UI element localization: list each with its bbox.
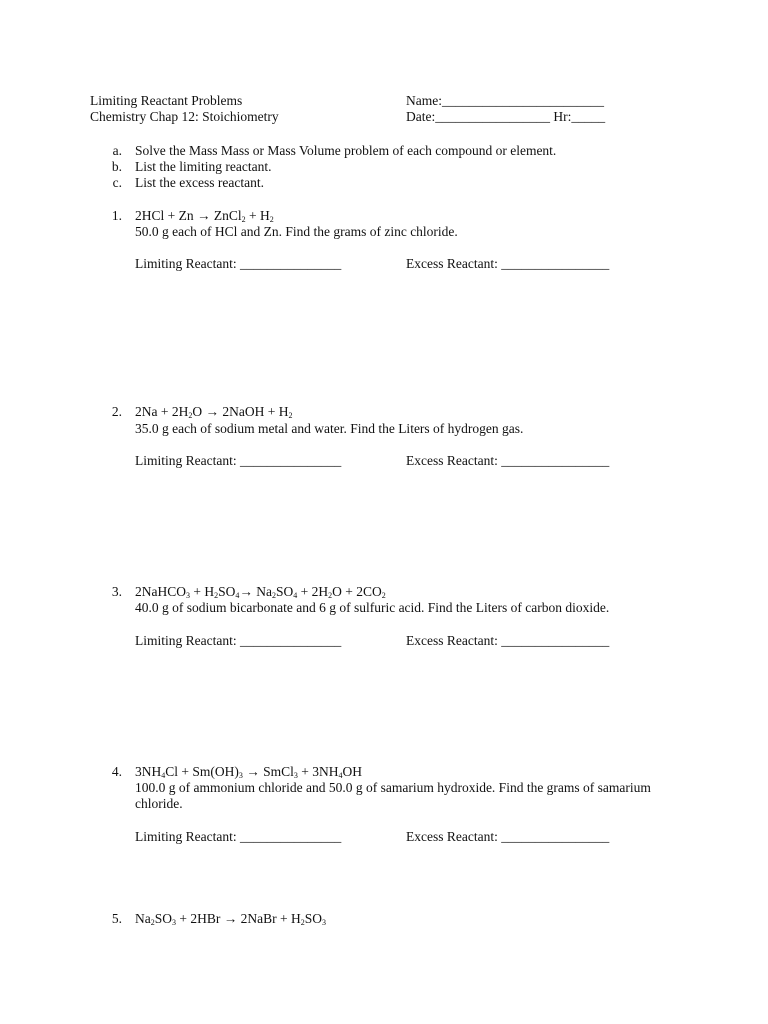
- problem-text: 35.0 g each of sodium metal and water. Find the Liters of hydrogen gas.: [135, 421, 524, 436]
- problem-text-line: chloride.: [135, 796, 183, 811]
- excess-reactant-blank: Excess Reactant: ________________: [406, 829, 610, 844]
- excess-reactant-blank: Excess Reactant: ________________: [406, 453, 610, 468]
- problem-number: 2.: [111, 404, 122, 419]
- limiting-reactant-blank: Limiting Reactant: _______________: [135, 633, 342, 648]
- problem-equation: $Na_2SO_3 + 2HBr$ → 2NaBr + $H_2SO_3$: [135, 911, 326, 927]
- limiting-reactant-blank: Limiting Reactant: _______________: [135, 829, 342, 844]
- problem-equation: $3NH_4Cl + Sm(OH)_3$ → SmCl$_3$ + $3NH_4OH$: [135, 764, 363, 780]
- problem-number: 4.: [111, 764, 122, 779]
- instruction-marker: a.: [112, 143, 122, 158]
- problem-equation: $2Na + 2H_2O$ → 2NaOH + $H_2$: [135, 404, 293, 420]
- problem-number: 5.: [111, 911, 122, 926]
- worksheet-title: Limiting Reactant Problems: [90, 93, 243, 108]
- excess-reactant-blank: Excess Reactant: ________________: [406, 256, 610, 271]
- worksheet-subtitle: Chemistry Chap 12: Stoichiometry: [90, 109, 279, 124]
- instruction-text: List the limiting reactant.: [135, 159, 272, 174]
- problem-text-line: 100.0 g of ammonium chloride and 50.0 g of samarium hydroxide. Find the grams of samarium: [135, 780, 651, 795]
- problem-number: 3.: [111, 584, 122, 599]
- limiting-reactant-blank: Limiting Reactant: _______________: [135, 256, 342, 271]
- instruction-text: Solve the Mass Mass or Mass Volume problem of each compound or element.: [135, 143, 557, 158]
- name-field: Name:________________________: [406, 93, 604, 108]
- excess-reactant-blank: Excess Reactant: ________________: [406, 633, 610, 648]
- problem-equation: 2NaHCO$_3$ + $H_2SO_4\to Na_2SO_4 + 2H_2O + 2CO_2$: [135, 584, 386, 600]
- instruction-marker: c.: [112, 175, 122, 190]
- limiting-reactant-blank: Limiting Reactant: _______________: [135, 453, 342, 468]
- problem-number: 1.: [111, 208, 122, 223]
- instruction-text: List the excess reactant.: [135, 175, 264, 190]
- problem-text: 50.0 g each of HCl and Zn. Find the grams of zinc chloride.: [135, 224, 458, 239]
- date-hour-field: Date:_________________ Hr:_____: [406, 109, 606, 124]
- problem-equation: 2HCl + Zn → ZnCl$_2$ + $H_2$: [135, 208, 274, 224]
- problem-text: 40.0 g of sodium bicarbonate and 6 g of sulfuric acid. Find the Liters of carbon dioxide.: [135, 600, 610, 615]
- instruction-marker: b.: [111, 159, 122, 174]
